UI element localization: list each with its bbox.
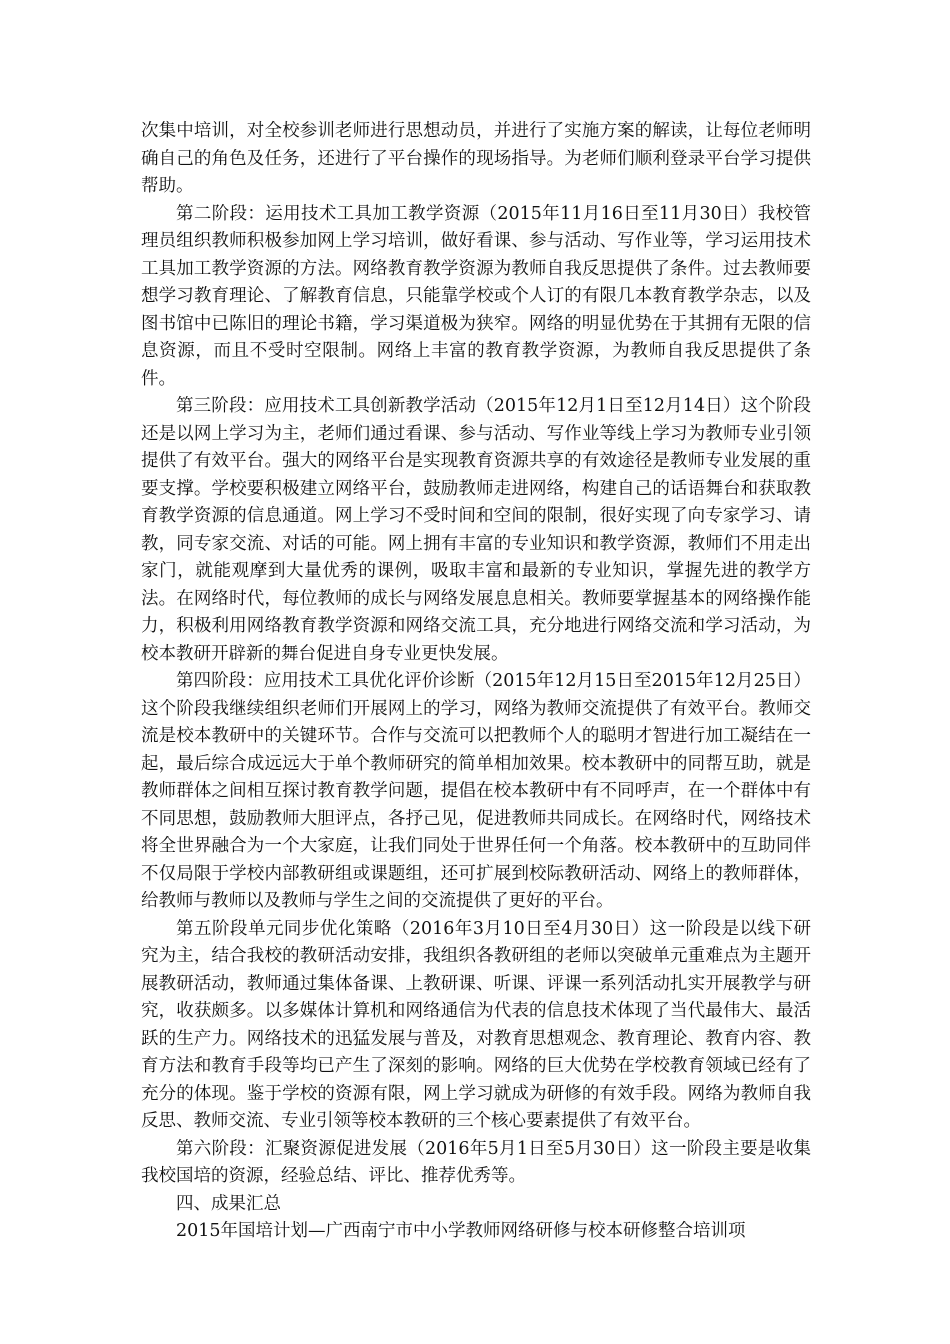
paragraph-continuation: 次集中培训，对全校参训老师进行思想动员，并进行了实施方案的解读，让每位老师明确自己的角色及任务，还进行了平台操作的现场指导。为老师们顺利登录平台学习提供帮助。 [141,121,811,196]
document-body [141,118,811,1246]
paragraph-stage-four: 第四阶段：应用技术工具优化评价诊断（2015年12月15日至2015年12月25日）这个阶段我继续组织老师们开展网上的学习，网络为教师交流提供了有效平台。教师交流是校本教研中的关键环节。合作与交流可以把教师个人的聪明才智进行加工凝结在一起，最后综合成远远大于单个教师研究的简单相加效果。校本教研中的同帮互助，就是教师群体之间相互探讨教育教学问题，提倡在校本教研中有不同呼声，在一个群体中有不同思想，鼓励教师大胆评点，各抒己见，促进教师共同成长。在网络时代，网络技术将全世界融合为一个大家庭，让我们同处于世界任何一个角落。校本教研中的互助同伴不仅局限于学校内部教研组或课题组，还可扩展到校际教研活动、网络上的教师群体，给教师与教师以及教师与学生之间的交流提供了更好的平台。 [141,671,811,911]
paragraph-stage-three: 第三阶段：应用技术工具创新教学活动（2015年12月1日至12月14日）这个阶段还是以网上学习为主，老师们通过看课、参与活动、写作业等线上学习为教师专业引领提供了有效平台。强大的网络平台是实现教育资源共享的有效途径是教师专业发展的重要支撑。学校要积极建立网络平台，鼓励教师走进网络，构建自己的话语舞台和获取教育教学资源的信息通道。网上学习不受时间和空间的限制，很好实现了向专家学习、请教，同专家交流、对话的可能。网上拥有丰富的专业知识和教学资源，教师们不用走出家门，就能观摩到大量优秀的课例，吸取丰富和最新的专业知识，掌握先进的教学方法。在网络时代，每位教师的成长与网络发展息息相关。教师要掌握基本的网络操作能力，积极利用网络教育教学资源和网络交流工具，充分地进行网络交流和学习活动，为校本教研开辟新的舞台促进自身专业更快发展。 [141,396,811,664]
paragraph-stage-five: 第五阶段单元同步优化策略（2016年3月10日至4月30日）这一阶段是以线下研究为主，结合我校的教研活动安排，我组织各教研组的老师以突破单元重难点为主题开展教研活动，教师通过集体备课、上教研课、听课、评课一系列活动扎实开展教学与研究，收获颇多。以多媒体计算机和网络通信为代表的信息技术体现了当代最伟大、最活跃的生产力。网络技术的迅猛发展与普及，对教育思想观念、教育理论、教育内容、教育方法和教育手段等均已产生了深刻的影响。网络的巨大优势在学校教育领域已经有了充分的体现。鉴于学校的资源有限，网上学习就成为研修的有效手段。网络为教师自我反思、教师交流、专业引领等校本教研的三个核心要素提供了有效平台。 [141,918,811,1131]
section-heading-results: 四、成果汇总 [176,1193,281,1214]
paragraph-results-intro: 2015年国培计划—广西南宁市中小学教师网络研修与校本研修整合培训项 [176,1221,746,1241]
paragraph-stage-two: 第二阶段：运用技术工具加工教学资源（2015年11月16日至11月30日）我校管理员组织教师积极参加网上学习培训，做好看课、参与活动、写作业等，学习运用技术工具加工教学资源的方法。网络教育教学资源为教师自我反思提供了条件。过去教师要想学习教育理论、了解教育信息，只能靠学校或个人订的有限几本教育教学杂志，以及图书馆中已陈旧的理论书籍，学习渠道极为狭窄。网络的明显优势在于其拥有无限的信息资源，而且不受时空限制。网络上丰富的教育教学资源，为教师自我反思提供了条件。 [141,203,811,389]
paragraph-stage-six: 第六阶段：汇聚资源促进发展（2016年5月1日至5月30日）这一阶段主要是收集我校国培的资源，经验总结、评比、推荐优秀等。 [141,1138,811,1186]
